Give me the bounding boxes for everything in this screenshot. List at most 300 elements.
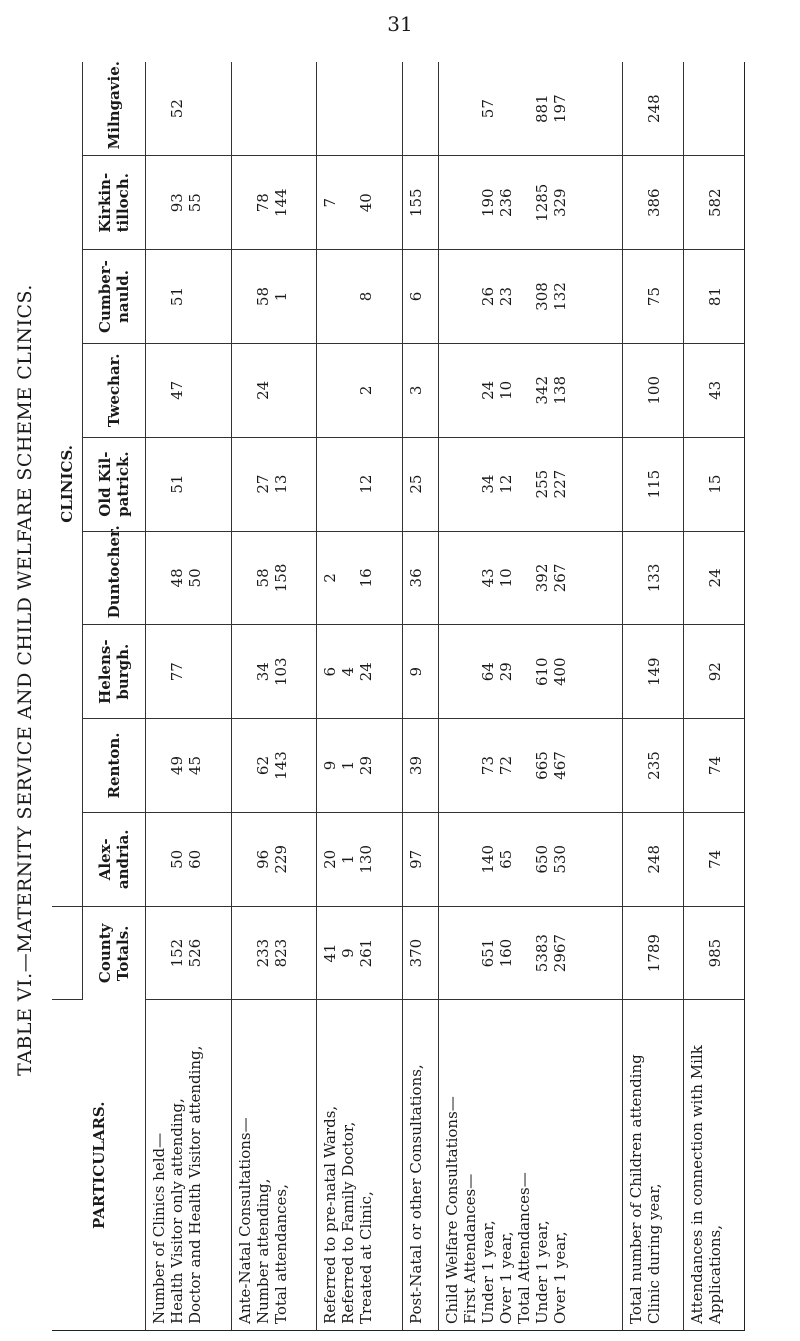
- value: 881: [533, 94, 552, 123]
- value: 92: [706, 662, 725, 682]
- value: [515, 350, 533, 431]
- value-cell: [622, 625, 683, 719]
- value: [443, 68, 461, 149]
- value: 20: [321, 849, 340, 869]
- value: [688, 538, 706, 619]
- particulars-cell: [146, 1000, 232, 1330]
- value: 115: [644, 469, 663, 499]
- particulars-line: Attendances in connection with Milk: [688, 1045, 707, 1324]
- value: [339, 350, 357, 431]
- particulars-line: Over 1 year,: [497, 1231, 516, 1324]
- value: [236, 350, 254, 431]
- value-cell: [146, 812, 232, 906]
- value-cell: [402, 906, 439, 1000]
- value: 39: [406, 755, 425, 776]
- value: 24: [357, 662, 376, 682]
- value: 24: [706, 568, 725, 588]
- value: 43: [479, 568, 498, 588]
- value: [461, 162, 479, 243]
- value-cell: [402, 719, 439, 813]
- value: [515, 725, 533, 806]
- county-header-spacer: [52, 906, 83, 1000]
- value: [150, 725, 168, 806]
- value: 229: [271, 844, 290, 874]
- particulars-cell: [684, 1000, 744, 1330]
- value-cell: [622, 531, 683, 625]
- value: 7: [321, 197, 340, 208]
- value: 50: [168, 849, 186, 869]
- value: [236, 256, 254, 337]
- value-cell: [684, 156, 744, 250]
- value: 197: [551, 94, 570, 123]
- value: [515, 256, 533, 337]
- value: [688, 350, 706, 431]
- value: 81: [706, 286, 725, 307]
- value: 140: [479, 844, 498, 874]
- value: [515, 913, 533, 994]
- particulars-line: Total Attendances—: [515, 1172, 534, 1324]
- value-cell: [684, 531, 744, 625]
- value: [339, 256, 357, 337]
- column-header: Kirkin-tilloch.: [83, 156, 146, 250]
- value: 248: [644, 94, 663, 123]
- value: [688, 444, 706, 525]
- value: 2967: [551, 934, 570, 973]
- value: 12: [497, 474, 516, 494]
- header-row-top: [52, 62, 83, 1330]
- value: 235: [644, 751, 663, 780]
- value: [627, 725, 645, 806]
- value: 58: [253, 568, 272, 588]
- value: [515, 444, 533, 525]
- value-cell: [439, 531, 622, 625]
- value: [627, 68, 645, 149]
- value: [407, 68, 425, 149]
- value: 75: [644, 286, 663, 307]
- value-cell: [317, 343, 403, 437]
- table-title-container: [0, 80, 50, 1280]
- value: 48: [168, 568, 186, 588]
- value: 155: [406, 188, 425, 218]
- value: 25: [406, 474, 425, 494]
- value-cell: [146, 625, 232, 719]
- value: [688, 913, 706, 994]
- particulars-line: Under 1 year,: [479, 1220, 498, 1324]
- value: 9: [321, 760, 340, 771]
- value: [461, 350, 479, 431]
- value: [186, 631, 204, 712]
- value: 610: [533, 657, 552, 687]
- value: 158: [271, 563, 290, 593]
- value: [236, 68, 254, 149]
- value: [688, 725, 706, 806]
- value: 73: [479, 755, 498, 776]
- value: [515, 538, 533, 619]
- value-cell: [317, 812, 403, 906]
- value: 4: [339, 666, 358, 677]
- particulars-line: Treated at Clinic,: [357, 1191, 376, 1324]
- value-cell: [622, 62, 683, 156]
- value-cell: [622, 812, 683, 906]
- value: 9: [406, 666, 425, 677]
- value: 152: [168, 938, 186, 968]
- value-cell: [317, 62, 403, 156]
- value: 138: [551, 376, 570, 405]
- value-cell: [439, 906, 622, 1000]
- value: [627, 256, 645, 337]
- value-cell: [622, 437, 683, 531]
- value: [627, 913, 645, 994]
- value-cell: [317, 531, 403, 625]
- value: [339, 68, 357, 149]
- value-cell: [439, 719, 622, 813]
- value: 62: [253, 755, 272, 776]
- value: [443, 538, 461, 619]
- value: [236, 725, 254, 806]
- particulars-line: Total attendances,: [271, 1184, 290, 1324]
- value: [515, 162, 533, 243]
- value: 267: [551, 563, 570, 593]
- value: [706, 68, 724, 149]
- value: [461, 725, 479, 806]
- value: 227: [551, 469, 570, 499]
- value: 97: [406, 849, 425, 869]
- value: 2: [321, 573, 340, 583]
- value: 6: [321, 666, 340, 677]
- value-cell: [622, 343, 683, 437]
- value: [321, 256, 339, 337]
- value: [688, 256, 706, 337]
- particulars-line: Under 1 year,: [533, 1220, 552, 1324]
- value: 24: [479, 380, 498, 400]
- value-cell: [622, 250, 683, 344]
- value-cell: [402, 531, 439, 625]
- value: 34: [253, 662, 272, 682]
- value: 41: [321, 943, 340, 963]
- value: 582: [706, 188, 725, 218]
- value: [150, 631, 168, 712]
- value-cell: [146, 156, 232, 250]
- value: 96: [253, 849, 272, 869]
- value: 9: [339, 948, 358, 958]
- value: [688, 631, 706, 712]
- particulars-cell: [622, 1000, 683, 1330]
- value-cell: [684, 62, 744, 156]
- value: 45: [186, 755, 204, 776]
- table-frame: [52, 62, 745, 1331]
- value: [461, 631, 479, 712]
- value-cell: [439, 343, 622, 437]
- value: 149: [644, 657, 663, 687]
- value: 143: [271, 751, 290, 780]
- value: [150, 162, 168, 243]
- particulars-line: Child Welfare Consultations—: [443, 1096, 462, 1324]
- value-cell: [231, 906, 317, 1000]
- value: 329: [551, 188, 570, 218]
- value: [443, 350, 461, 431]
- value: 236: [497, 188, 516, 218]
- value: [443, 444, 461, 525]
- table-row: [146, 62, 232, 1330]
- value: 93: [168, 193, 186, 213]
- value-cell: [231, 62, 317, 156]
- value: [461, 819, 479, 900]
- value: 43: [706, 380, 725, 400]
- value-cell: [317, 156, 403, 250]
- value: 386: [644, 188, 663, 218]
- value-cell: [317, 437, 403, 531]
- value: [627, 350, 645, 431]
- value-cell: [439, 437, 622, 531]
- value: [150, 819, 168, 900]
- value: 823: [271, 938, 290, 968]
- value-cell: [146, 62, 232, 156]
- value: 8: [357, 291, 376, 302]
- column-header: County Totals.: [83, 906, 146, 1000]
- value: 233: [253, 938, 272, 968]
- value: 29: [357, 755, 376, 776]
- value-cell: [231, 437, 317, 531]
- value: [254, 68, 272, 149]
- value: 77: [168, 662, 186, 682]
- value: 34: [479, 474, 498, 494]
- value: 370: [406, 938, 425, 968]
- value: [339, 538, 357, 619]
- value: 2: [357, 385, 376, 396]
- value-cell: [402, 250, 439, 344]
- value: [461, 256, 479, 337]
- value: [627, 631, 645, 712]
- value-cell: [146, 250, 232, 344]
- value-cell: [622, 906, 683, 1000]
- value-cell: [146, 906, 232, 1000]
- particulars-cell: [402, 1000, 439, 1330]
- value: [627, 819, 645, 900]
- value-cell: [402, 812, 439, 906]
- value: [688, 68, 706, 149]
- value-cell: [402, 625, 439, 719]
- value: [321, 444, 339, 525]
- value: 6: [406, 291, 425, 302]
- value: 400: [551, 657, 570, 687]
- value: 13: [271, 474, 290, 494]
- value: 49: [168, 755, 186, 776]
- value: [443, 162, 461, 243]
- value: 3: [406, 385, 425, 396]
- value: [497, 68, 515, 149]
- value-cell: [439, 250, 622, 344]
- particulars-cell: [231, 1000, 317, 1330]
- value-cell: [317, 906, 403, 1000]
- particulars-line: Ante-Natal Consultations—: [235, 1117, 254, 1324]
- table-row: [622, 62, 683, 1330]
- table-row: [684, 62, 744, 1330]
- value: 308: [533, 282, 552, 311]
- particulars-line: Referred to pre-natal Wards,: [321, 1105, 340, 1324]
- value: 57: [479, 99, 498, 119]
- value-cell: [146, 343, 232, 437]
- value: 650: [533, 844, 552, 874]
- value: [461, 538, 479, 619]
- value: 65: [497, 849, 516, 869]
- value-cell: [684, 812, 744, 906]
- table-row: [317, 62, 403, 1330]
- value-cell: [439, 156, 622, 250]
- column-header: Old Kil-patrick.: [83, 437, 146, 531]
- value-cell: [231, 343, 317, 437]
- value: 130: [357, 844, 376, 874]
- value-cell: [622, 719, 683, 813]
- particulars-line: Over 1 year,: [551, 1231, 570, 1324]
- value: 526: [186, 938, 204, 968]
- value: 55: [186, 193, 204, 213]
- value: [339, 162, 357, 243]
- particulars-header: PARTICULARS.: [52, 1000, 146, 1330]
- value: 1: [339, 854, 358, 865]
- column-header: Helens-burgh.: [83, 625, 146, 719]
- value: 1: [339, 760, 358, 771]
- value-cell: [402, 156, 439, 250]
- value: [339, 444, 357, 525]
- value: 58: [253, 286, 272, 307]
- value-cell: [622, 156, 683, 250]
- particulars-line: Number attending,: [253, 1178, 272, 1324]
- particulars-line: Clinic during year,: [644, 1183, 663, 1324]
- value: 160: [497, 938, 516, 968]
- value: 23: [497, 286, 516, 307]
- value: 29: [497, 662, 516, 682]
- value: 392: [533, 563, 552, 593]
- value: [150, 256, 168, 337]
- value-cell: [146, 531, 232, 625]
- value: 985: [706, 938, 725, 968]
- table-body: [146, 62, 745, 1330]
- value: [443, 631, 461, 712]
- value: [688, 162, 706, 243]
- value: 132: [551, 282, 570, 311]
- value-cell: [684, 625, 744, 719]
- value: 133: [644, 563, 663, 593]
- value-cell: [402, 437, 439, 531]
- value: 5383: [533, 934, 552, 973]
- value-cell: [317, 625, 403, 719]
- particulars-line: Applications,: [706, 1225, 725, 1324]
- value: 36: [406, 568, 425, 588]
- value: 530: [551, 844, 570, 874]
- value-cell: [146, 437, 232, 531]
- value: 51: [168, 474, 186, 494]
- value: [236, 631, 254, 712]
- clinics-header: CLINICS.: [52, 62, 83, 906]
- value: 255: [533, 469, 552, 499]
- rotated-table-container: [52, 62, 744, 1330]
- particulars-line: Post-Natal or other Consultations,: [406, 1064, 425, 1324]
- value-cell: [684, 719, 744, 813]
- value: [186, 444, 204, 525]
- value: [236, 913, 254, 994]
- value-cell: [231, 812, 317, 906]
- value: [515, 819, 533, 900]
- value: 47: [168, 380, 186, 400]
- value: [461, 913, 479, 994]
- particulars-line: Health Visitor only attending,: [168, 1098, 186, 1324]
- value: 74: [706, 849, 725, 869]
- value-cell: [402, 62, 439, 156]
- column-header: Renton.: [83, 719, 146, 813]
- value: [150, 68, 168, 149]
- value: 26: [479, 286, 498, 307]
- column-header: Twechar.: [83, 343, 146, 437]
- value: 52: [168, 99, 186, 119]
- value: [688, 819, 706, 900]
- value-cell: [439, 62, 622, 156]
- value-cell: [684, 343, 744, 437]
- value: 50: [186, 568, 204, 588]
- value: [627, 444, 645, 525]
- clinics-table: [52, 62, 744, 1330]
- value: [461, 444, 479, 525]
- value: [357, 68, 375, 149]
- value: 72: [497, 755, 516, 776]
- value: [321, 350, 339, 431]
- value: [150, 444, 168, 525]
- value: [515, 631, 533, 712]
- column-header: Cumber-nauld.: [83, 250, 146, 344]
- value: 60: [186, 849, 204, 869]
- value: 1285: [533, 183, 552, 222]
- value: [186, 68, 204, 149]
- value-cell: [684, 250, 744, 344]
- particulars-line: Doctor and Health Visitor attending,: [186, 1045, 204, 1324]
- table-row: [439, 62, 622, 1330]
- value: 467: [551, 751, 570, 780]
- value: 651: [479, 938, 498, 968]
- value: 78: [253, 193, 272, 213]
- particulars-line: First Attendances—: [461, 1173, 480, 1324]
- value-cell: [684, 437, 744, 531]
- value: [236, 819, 254, 900]
- value: 1: [271, 291, 290, 302]
- value: 27: [253, 474, 272, 494]
- value: [186, 350, 204, 431]
- value-cell: [439, 625, 622, 719]
- value: [443, 913, 461, 994]
- value: [443, 256, 461, 337]
- value: 248: [644, 844, 663, 874]
- value: [627, 538, 645, 619]
- table-title: TABLE VI.—MATERNITY SERVICE AND CHILD WELFARE SCHEME CLINICS.: [14, 284, 36, 1076]
- value-cell: [402, 343, 439, 437]
- value: [236, 444, 254, 525]
- value: 51: [168, 286, 186, 307]
- value-cell: [231, 531, 317, 625]
- column-header: Milngavie.: [83, 62, 146, 156]
- page-number: 31: [387, 12, 413, 36]
- value: 1789: [644, 934, 663, 973]
- value: [443, 819, 461, 900]
- value: [150, 538, 168, 619]
- value-cell: [231, 156, 317, 250]
- value-cell: [684, 906, 744, 1000]
- particulars-line: Total number of Children attending: [626, 1054, 645, 1324]
- value: [236, 162, 254, 243]
- value: 24: [253, 380, 272, 400]
- value: [443, 725, 461, 806]
- value: 40: [357, 193, 376, 213]
- particulars-cell: [317, 1000, 403, 1330]
- value: 10: [497, 568, 516, 588]
- value: [321, 68, 339, 149]
